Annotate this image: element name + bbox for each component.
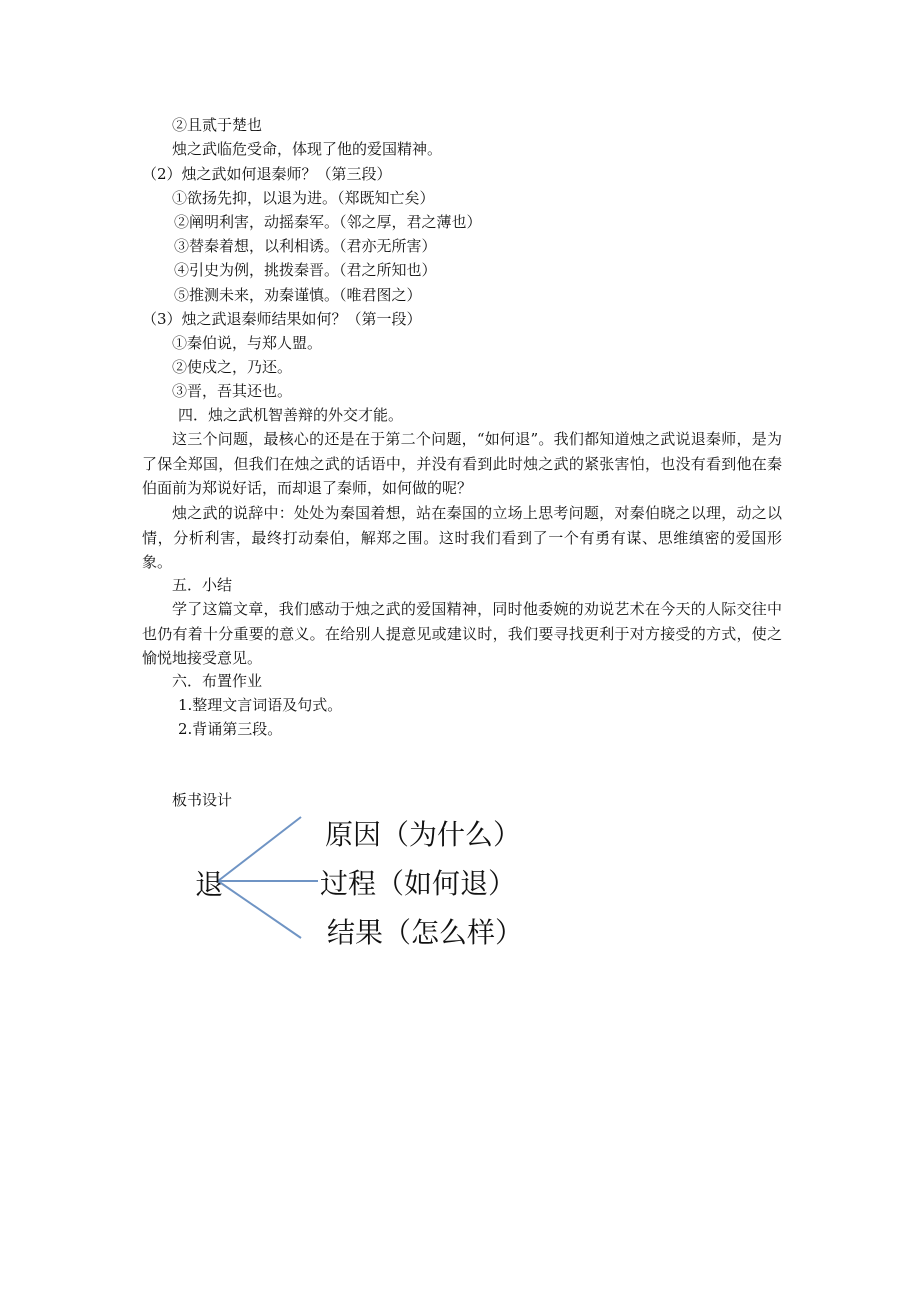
- paragraph: 烛之武的说辞中：处处为秦国着想，站在秦国的立场上思考问题，对秦伯晓之以理，动之以情，分析利害，最终打动秦伯，解郑之围。这时我们看到了一个有勇有谋、思维缜密的爱国形象。: [142, 504, 782, 571]
- section-heading: 四．烛之武机智善辩的外交才能。: [178, 406, 404, 424]
- section-heading: 六．布置作业: [172, 672, 263, 690]
- list-item: ③晋，吾其还也。: [172, 382, 293, 400]
- homework-item: 2.背诵第三段。: [178, 720, 283, 738]
- section-heading: （3）烛之武退秦师结果如何？（第一段）: [142, 310, 422, 328]
- list-item: ④引史为例，挑拨秦晋。（君之所知也）: [174, 261, 437, 279]
- list-item: ⑤推测未来，劝秦谨慎。（唯君图之）: [174, 286, 422, 304]
- branch-line-top: [218, 817, 301, 881]
- section-heading: （2）烛之武如何退秦师？（第三段）: [142, 165, 392, 183]
- diagram-branch-cause: 原因（为什么）: [325, 818, 522, 851]
- paragraph: 学了这篇文章，我们感动于烛之武的爱国精神，同时他委婉的劝说艺术在今天的人际交往中也仍有着十分重要的意义。在给别人提意见或建议时，我们要寻找更利于对方接受的方式，使之愉悦地接受意见。: [142, 600, 782, 667]
- diagram-root: 退: [195, 868, 224, 901]
- diagram-branch-result: 结果（怎么样）: [327, 916, 524, 949]
- diagram-branch-process: 过程（如何退）: [320, 867, 517, 900]
- board-diagram: [180, 805, 540, 965]
- text-line: ②且贰于楚也: [172, 116, 263, 134]
- branch-line-bottom: [218, 881, 301, 938]
- paragraph: 这三个问题，最核心的还是在于第二个问题，“如何退”。我们都知道烛之武说退秦师，是为了保全郑国，但我们在烛之武的话语中，并没有看到此时烛之武的紧张害怕，也没有看到他在秦伯面前为郑说好话，而却退了秦师，如何做的呢？: [142, 430, 782, 497]
- list-item: ②使戍之，乃还。: [172, 358, 293, 376]
- list-item: ③替秦着想，以利相诱。（君亦无所害）: [174, 237, 437, 255]
- homework-item: 1.整理文言词语及句式。: [178, 696, 343, 714]
- list-item: ①欲扬先抑，以退为进。（郑既知亡矣）: [172, 189, 435, 207]
- list-item: ②阐明利害，动摇秦军。（邻之厚，君之薄也）: [174, 213, 482, 231]
- board-design-title: 板书设计: [172, 791, 233, 809]
- list-item: ①秦伯说，与郑人盟。: [172, 334, 323, 352]
- text-line: 烛之武临危受命，体现了他的爱国精神。: [172, 140, 443, 158]
- section-heading: 五．小结: [172, 576, 233, 594]
